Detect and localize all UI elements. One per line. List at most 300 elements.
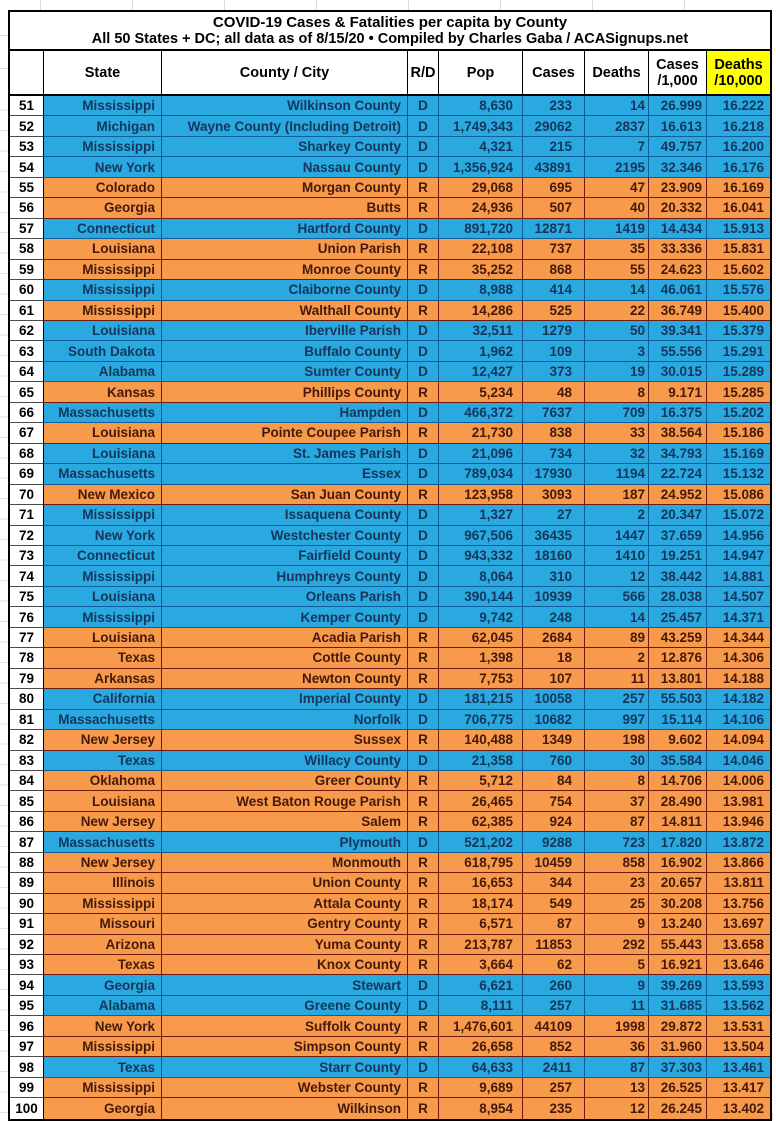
cell-pop: 21,096 bbox=[439, 444, 523, 464]
cell-cases: 87 bbox=[523, 914, 585, 934]
cell-cases_per_1000: 33.336 bbox=[649, 239, 707, 259]
cell-state: New York bbox=[44, 526, 162, 546]
page-subtitle: All 50 States + DC; all data as of 8/15/20 • Compiled by Charles Gaba / ACASignups.net bbox=[91, 30, 689, 47]
cell-cases: 36435 bbox=[523, 526, 585, 546]
cell-cases: 17930 bbox=[523, 464, 585, 484]
cell-rank: 55 bbox=[10, 178, 44, 198]
cell-deaths: 858 bbox=[585, 853, 649, 873]
cell-rd: R bbox=[408, 301, 439, 321]
cell-deaths_per_10000: 13.872 bbox=[707, 832, 770, 852]
cell-state: Oklahoma bbox=[44, 771, 162, 791]
cell-rank: 70 bbox=[10, 485, 44, 505]
table-row bbox=[10, 996, 770, 1016]
cell-rd: R bbox=[408, 1098, 439, 1118]
cell-cases: 373 bbox=[523, 362, 585, 382]
table-row bbox=[10, 137, 770, 157]
cell-deaths: 723 bbox=[585, 832, 649, 852]
cell-pop: 22,108 bbox=[439, 239, 523, 259]
cell-state: Louisiana bbox=[44, 239, 162, 259]
table-row bbox=[10, 628, 770, 648]
cell-cases_per_1000: 31.960 bbox=[649, 1037, 707, 1057]
cell-cases: 525 bbox=[523, 301, 585, 321]
cell-rd: D bbox=[408, 403, 439, 423]
cell-county: Claiborne County bbox=[162, 280, 408, 300]
cell-deaths: 2195 bbox=[585, 157, 649, 177]
table-row bbox=[10, 382, 770, 402]
cell-rank: 99 bbox=[10, 1078, 44, 1098]
cell-rd: D bbox=[408, 464, 439, 484]
cell-cases: 852 bbox=[523, 1037, 585, 1057]
cell-deaths: 14 bbox=[585, 607, 649, 627]
cell-rd: D bbox=[408, 96, 439, 116]
cell-pop: 390,144 bbox=[439, 587, 523, 607]
cell-rank: 98 bbox=[10, 1057, 44, 1077]
cell-cases: 838 bbox=[523, 423, 585, 443]
cell-deaths_per_10000: 15.086 bbox=[707, 485, 770, 505]
cell-rank: 96 bbox=[10, 1016, 44, 1036]
cell-rank: 65 bbox=[10, 382, 44, 402]
cell-pop: 8,988 bbox=[439, 280, 523, 300]
cell-state: Kansas bbox=[44, 382, 162, 402]
cell-pop: 12,427 bbox=[439, 362, 523, 382]
cell-deaths: 2 bbox=[585, 505, 649, 525]
cell-cases: 233 bbox=[523, 96, 585, 116]
cell-cases_per_1000: 36.749 bbox=[649, 301, 707, 321]
table-row bbox=[10, 689, 770, 709]
cell-cases_per_1000: 28.490 bbox=[649, 791, 707, 811]
cell-pop: 140,488 bbox=[439, 730, 523, 750]
cell-pop: 35,252 bbox=[439, 260, 523, 280]
cell-state: New York bbox=[44, 157, 162, 177]
cell-cases_per_1000: 39.341 bbox=[649, 321, 707, 341]
cell-deaths_per_10000: 13.417 bbox=[707, 1078, 770, 1098]
cell-state: Georgia bbox=[44, 975, 162, 995]
cell-deaths_per_10000: 13.946 bbox=[707, 812, 770, 832]
cell-deaths_per_10000: 13.531 bbox=[707, 1016, 770, 1036]
cell-deaths_per_10000: 13.402 bbox=[722, 1100, 764, 1116]
cell-county: Wayne County (Including Detroit) bbox=[162, 116, 408, 136]
cell-rd: R bbox=[408, 198, 439, 218]
cell-county: Orleans Parish bbox=[162, 587, 408, 607]
table-row bbox=[10, 362, 770, 382]
cell-pop: 26,658 bbox=[439, 1037, 523, 1057]
cell-cases_per_1000: 38.564 bbox=[649, 423, 707, 443]
cell-deaths: 1419 bbox=[585, 219, 649, 239]
cell-deaths_per_10000: 14.046 bbox=[707, 751, 770, 771]
cell-deaths: 11 bbox=[585, 669, 649, 689]
cell-rank: 79 bbox=[10, 669, 44, 689]
gridline bbox=[40, 0, 41, 10]
table-row bbox=[10, 321, 770, 341]
cell-cases: 257 bbox=[523, 1078, 585, 1098]
cell-cases_per_1000: 49.757 bbox=[649, 137, 707, 157]
cell-rank: 63 bbox=[10, 341, 44, 361]
cell-rd: D bbox=[408, 832, 439, 852]
header-cases-rate-line2: /1,000 bbox=[657, 72, 698, 89]
cell-cases_per_1000: 37.303 bbox=[649, 1057, 707, 1077]
cell-deaths: 9 bbox=[585, 914, 649, 934]
cell-county: Gentry County bbox=[162, 914, 408, 934]
table-row bbox=[10, 669, 770, 689]
cell-cases_per_1000: 14.811 bbox=[649, 812, 707, 832]
cell-cases_per_1000: 20.657 bbox=[649, 873, 707, 893]
table-row bbox=[10, 1037, 770, 1057]
cell-cases: 549 bbox=[523, 894, 585, 914]
table-row bbox=[10, 975, 770, 995]
cell-cases_per_1000: 26.999 bbox=[649, 96, 707, 116]
cell-deaths_per_10000: 13.562 bbox=[707, 996, 770, 1016]
cell-cases: 10939 bbox=[523, 587, 585, 607]
cell-county: Attala County bbox=[162, 894, 408, 914]
cell-pop: 1,327 bbox=[439, 505, 523, 525]
cell-rank: 77 bbox=[10, 628, 44, 648]
cell-deaths_per_10000: 14.371 bbox=[707, 607, 770, 627]
table-row bbox=[10, 464, 770, 484]
cell-state: Texas bbox=[44, 955, 162, 975]
cell-county: Suffolk County bbox=[162, 1016, 408, 1036]
table-body bbox=[10, 96, 770, 1119]
cell-rank: 51 bbox=[10, 96, 44, 116]
cell-rd: D bbox=[408, 1057, 439, 1077]
cell-deaths: 35 bbox=[585, 239, 649, 259]
cell-county: Starr County bbox=[162, 1057, 408, 1077]
cell-cases: 310 bbox=[523, 566, 585, 586]
cell-state: New Jersey bbox=[44, 730, 162, 750]
cell-county: Greene County bbox=[162, 996, 408, 1016]
cell-cases: 43891 bbox=[523, 157, 585, 177]
cell-cases_per_1000: 43.259 bbox=[649, 628, 707, 648]
cell-pop: 8,630 bbox=[439, 96, 523, 116]
cell-deaths: 1410 bbox=[585, 546, 649, 566]
table-row bbox=[10, 751, 770, 771]
cell-deaths: 23 bbox=[585, 873, 649, 893]
header-cases: Cases bbox=[523, 51, 585, 94]
cell-cases: 109 bbox=[523, 341, 585, 361]
table-row bbox=[10, 546, 770, 566]
cell-rd: R bbox=[408, 648, 439, 668]
cell-rd: D bbox=[408, 751, 439, 771]
cell-rank: 76 bbox=[10, 607, 44, 627]
cell-deaths: 13 bbox=[585, 1078, 649, 1098]
cell-state: New York bbox=[44, 1016, 162, 1036]
cell-rd: R bbox=[408, 894, 439, 914]
cell-deaths: 19 bbox=[585, 362, 649, 382]
header-cases-rate-line1: Cases bbox=[656, 56, 699, 73]
cell-county: Simpson County bbox=[162, 1037, 408, 1057]
cell-county: Walthall County bbox=[162, 301, 408, 321]
cell-rd: R bbox=[408, 485, 439, 505]
cell-rd: R bbox=[408, 771, 439, 791]
cell-deaths: 50 bbox=[585, 321, 649, 341]
cell-state: Mississippi bbox=[44, 137, 162, 157]
cell-state: Mississippi bbox=[44, 894, 162, 914]
cell-deaths: 1447 bbox=[585, 526, 649, 546]
cell-rd: R bbox=[408, 669, 439, 689]
cell-pop: 213,787 bbox=[439, 935, 523, 955]
cell-cases: 2684 bbox=[523, 628, 585, 648]
county-table bbox=[8, 10, 772, 1121]
cell-pop: 24,936 bbox=[439, 198, 523, 218]
cell-cases: 10459 bbox=[523, 853, 585, 873]
cell-cases: 18160 bbox=[523, 546, 585, 566]
cell-deaths_per_10000: 14.881 bbox=[707, 566, 770, 586]
cell-rank: 95 bbox=[10, 996, 44, 1016]
cell-rd: D bbox=[408, 137, 439, 157]
cell-state: Mississippi bbox=[44, 1037, 162, 1057]
cell-state: New Mexico bbox=[44, 485, 162, 505]
cell-rank: 56 bbox=[10, 198, 44, 218]
cell-rd: D bbox=[408, 526, 439, 546]
cell-state: Connecticut bbox=[44, 546, 162, 566]
cell-rd: R bbox=[408, 914, 439, 934]
cell-deaths: 14 bbox=[585, 280, 649, 300]
cell-cases: 507 bbox=[523, 198, 585, 218]
table-row bbox=[10, 116, 770, 136]
cell-cases: 11853 bbox=[523, 935, 585, 955]
cell-rd: D bbox=[408, 157, 439, 177]
cell-cases_per_1000: 24.952 bbox=[649, 485, 707, 505]
cell-county: Willacy County bbox=[162, 751, 408, 771]
cell-county: Hartford County bbox=[162, 219, 408, 239]
cell-deaths_per_10000: 15.202 bbox=[707, 403, 770, 423]
cell-deaths: 14 bbox=[585, 96, 649, 116]
cell-rd: D bbox=[408, 587, 439, 607]
cell-county: Essex bbox=[162, 464, 408, 484]
cell-rd: D bbox=[408, 607, 439, 627]
cell-cases: 10682 bbox=[523, 710, 585, 730]
table-row bbox=[10, 157, 770, 177]
cell-deaths_per_10000: 16.222 bbox=[707, 96, 770, 116]
cell-cases_per_1000: 16.375 bbox=[649, 403, 707, 423]
cell-pop: 8,064 bbox=[439, 566, 523, 586]
table-row bbox=[10, 955, 770, 975]
cell-deaths: 12 bbox=[585, 566, 649, 586]
cell-rd: D bbox=[408, 689, 439, 709]
header-pop: Pop bbox=[439, 51, 523, 94]
cell-county: Wilkinson County bbox=[162, 96, 408, 116]
gridline bbox=[408, 0, 409, 10]
cell-rank: 82 bbox=[10, 730, 44, 750]
cell-rd: R bbox=[408, 935, 439, 955]
cell-county: St. James Parish bbox=[162, 444, 408, 464]
table-row bbox=[10, 505, 770, 525]
cell-pop: 123,958 bbox=[439, 485, 523, 505]
cell-state: Texas bbox=[44, 1057, 162, 1077]
cell-rank: 97 bbox=[10, 1037, 44, 1057]
cell-pop: 26,465 bbox=[439, 791, 523, 811]
cell-pop: 16,653 bbox=[439, 873, 523, 893]
cell-cases: 7637 bbox=[523, 403, 585, 423]
cell-rd: R bbox=[408, 730, 439, 750]
cell-county: Union County bbox=[162, 873, 408, 893]
cell-rank: 93 bbox=[10, 955, 44, 975]
cell-deaths: 87 bbox=[585, 812, 649, 832]
gridline bbox=[132, 0, 133, 10]
cell-pop: 5,712 bbox=[439, 771, 523, 791]
cell-rank: 94 bbox=[10, 975, 44, 995]
table-row bbox=[10, 873, 770, 893]
cell-county: Salem bbox=[162, 812, 408, 832]
table-row bbox=[10, 1078, 770, 1098]
cell-deaths: 30 bbox=[585, 751, 649, 771]
cell-county: Webster County bbox=[162, 1078, 408, 1098]
cell-cases_per_1000: 16.902 bbox=[649, 853, 707, 873]
cell-rd: D bbox=[408, 996, 439, 1016]
table-row bbox=[10, 710, 770, 730]
cell-state: New Jersey bbox=[44, 853, 162, 873]
table-row bbox=[10, 730, 770, 750]
table-row bbox=[10, 648, 770, 668]
cell-cases_per_1000: 13.240 bbox=[649, 914, 707, 934]
cell-pop: 18,174 bbox=[439, 894, 523, 914]
cell-deaths_per_10000: 16.218 bbox=[707, 116, 770, 136]
cell-rank: 84 bbox=[10, 771, 44, 791]
cell-rd: R bbox=[408, 853, 439, 873]
cell-rank: 60 bbox=[10, 280, 44, 300]
gridline bbox=[224, 0, 225, 10]
cell-deaths_per_10000: 14.182 bbox=[707, 689, 770, 709]
cell-cases_per_1000: 32.346 bbox=[649, 157, 707, 177]
cell-state: Mississippi bbox=[44, 260, 162, 280]
cell-pop: 618,795 bbox=[439, 853, 523, 873]
cell-county: Sussex bbox=[162, 730, 408, 750]
cell-deaths_per_10000: 15.186 bbox=[707, 423, 770, 443]
cell-rank: 91 bbox=[10, 914, 44, 934]
cell-state: Mississippi bbox=[44, 607, 162, 627]
cell-cases_per_1000: 28.038 bbox=[649, 587, 707, 607]
cell-rd: R bbox=[408, 239, 439, 259]
cell-deaths: 47 bbox=[585, 178, 649, 198]
cell-state: Missouri bbox=[44, 914, 162, 934]
cell-state: Arizona bbox=[44, 935, 162, 955]
cell-deaths: 1998 bbox=[585, 1016, 649, 1036]
header-county: County / City bbox=[162, 51, 408, 94]
cell-county: Stewart bbox=[162, 975, 408, 995]
cell-pop: 8,954 bbox=[439, 1098, 523, 1118]
cell-county: Norfolk bbox=[162, 710, 408, 730]
cell-deaths: 198 bbox=[585, 730, 649, 750]
header-deaths-per-10000 bbox=[707, 51, 770, 94]
cell-cases: 107 bbox=[523, 669, 585, 689]
cell-deaths: 25 bbox=[585, 894, 649, 914]
cell-pop: 32,511 bbox=[439, 321, 523, 341]
cell-cases_per_1000: 34.793 bbox=[649, 444, 707, 464]
table-row bbox=[10, 341, 770, 361]
cell-cases_per_1000: 19.251 bbox=[649, 546, 707, 566]
table-title-box bbox=[10, 12, 770, 51]
cell-cases: 18 bbox=[523, 648, 585, 668]
cell-rank: 87 bbox=[10, 832, 44, 852]
table-row bbox=[10, 853, 770, 873]
cell-rank: 54 bbox=[10, 157, 44, 177]
cell-rank: 80 bbox=[10, 689, 44, 709]
table-row bbox=[10, 894, 770, 914]
cell-state: Massachusetts bbox=[44, 464, 162, 484]
table-row bbox=[10, 260, 770, 280]
cell-deaths_per_10000: 15.379 bbox=[707, 321, 770, 341]
cell-pop: 3,664 bbox=[439, 955, 523, 975]
cell-cases: 44109 bbox=[523, 1016, 585, 1036]
header-rd: R/D bbox=[408, 51, 439, 94]
cell-state: Colorado bbox=[44, 178, 162, 198]
cell-cases: 344 bbox=[523, 873, 585, 893]
cell-state: Mississippi bbox=[44, 566, 162, 586]
cell-state: Mississippi bbox=[44, 301, 162, 321]
table-row bbox=[10, 280, 770, 300]
cell-county: Monroe County bbox=[162, 260, 408, 280]
table-row bbox=[10, 1098, 770, 1118]
cell-cases: 2411 bbox=[523, 1057, 585, 1077]
table-row bbox=[10, 403, 770, 423]
cell-rd: D bbox=[408, 321, 439, 341]
cell-rank: 75 bbox=[10, 587, 44, 607]
cell-state: New Jersey bbox=[44, 812, 162, 832]
cell-rd: R bbox=[408, 260, 439, 280]
cell-rd: D bbox=[408, 116, 439, 136]
table-row bbox=[10, 96, 770, 116]
cell-rd: R bbox=[408, 955, 439, 975]
cell-pop: 891,720 bbox=[439, 219, 523, 239]
table-row bbox=[10, 1057, 770, 1077]
gridline bbox=[0, 35, 8, 36]
cell-deaths_per_10000: 15.291 bbox=[707, 341, 770, 361]
cell-rd: D bbox=[408, 362, 439, 382]
cell-deaths_per_10000: 14.094 bbox=[707, 730, 770, 750]
cell-deaths: 187 bbox=[585, 485, 649, 505]
header-cases-per-1000 bbox=[649, 51, 707, 94]
header-deaths-rate-line1: Deaths bbox=[714, 56, 763, 73]
cell-cases_per_1000: 30.208 bbox=[649, 894, 707, 914]
table-row bbox=[10, 198, 770, 218]
cell-rank: 52 bbox=[10, 116, 44, 136]
gridline bbox=[0, 68, 8, 69]
cell-rank: 73 bbox=[10, 546, 44, 566]
cell-state: Georgia bbox=[44, 198, 162, 218]
cell-rd: R bbox=[408, 812, 439, 832]
table-row bbox=[10, 423, 770, 443]
cell-pop: 1,398 bbox=[439, 648, 523, 668]
cell-rank: 90 bbox=[10, 894, 44, 914]
cell-cases_per_1000: 38.442 bbox=[649, 566, 707, 586]
cell-deaths_per_10000: 14.006 bbox=[707, 771, 770, 791]
cell-state: Mississippi bbox=[44, 96, 162, 116]
cell-pop: 9,742 bbox=[439, 607, 523, 627]
cell-state: Arkansas bbox=[44, 669, 162, 689]
table-row bbox=[10, 587, 770, 607]
cell-deaths: 8 bbox=[585, 771, 649, 791]
cell-rd: R bbox=[408, 1016, 439, 1036]
cell-cases_per_1000: 13.801 bbox=[649, 669, 707, 689]
header-deaths-rate-line2: /10,000 bbox=[714, 72, 763, 89]
cell-state: South Dakota bbox=[44, 341, 162, 361]
cell-county: West Baton Rouge Parish bbox=[162, 791, 408, 811]
cell-deaths_per_10000: 13.756 bbox=[707, 894, 770, 914]
cell-county: Morgan County bbox=[162, 178, 408, 198]
cell-cases_per_1000: 14.434 bbox=[649, 219, 707, 239]
cell-pop: 21,358 bbox=[439, 751, 523, 771]
table-header-row bbox=[10, 51, 770, 96]
cell-county: Monmouth bbox=[162, 853, 408, 873]
cell-county: Phillips County bbox=[162, 382, 408, 402]
cell-rd: R bbox=[408, 423, 439, 443]
cell-deaths: 709 bbox=[585, 403, 649, 423]
cell-deaths: 11 bbox=[585, 996, 649, 1016]
cell-cases: 760 bbox=[523, 751, 585, 771]
cell-deaths: 37 bbox=[585, 791, 649, 811]
cell-cases: 414 bbox=[523, 280, 585, 300]
table-row bbox=[10, 935, 770, 955]
cell-deaths: 89 bbox=[585, 628, 649, 648]
